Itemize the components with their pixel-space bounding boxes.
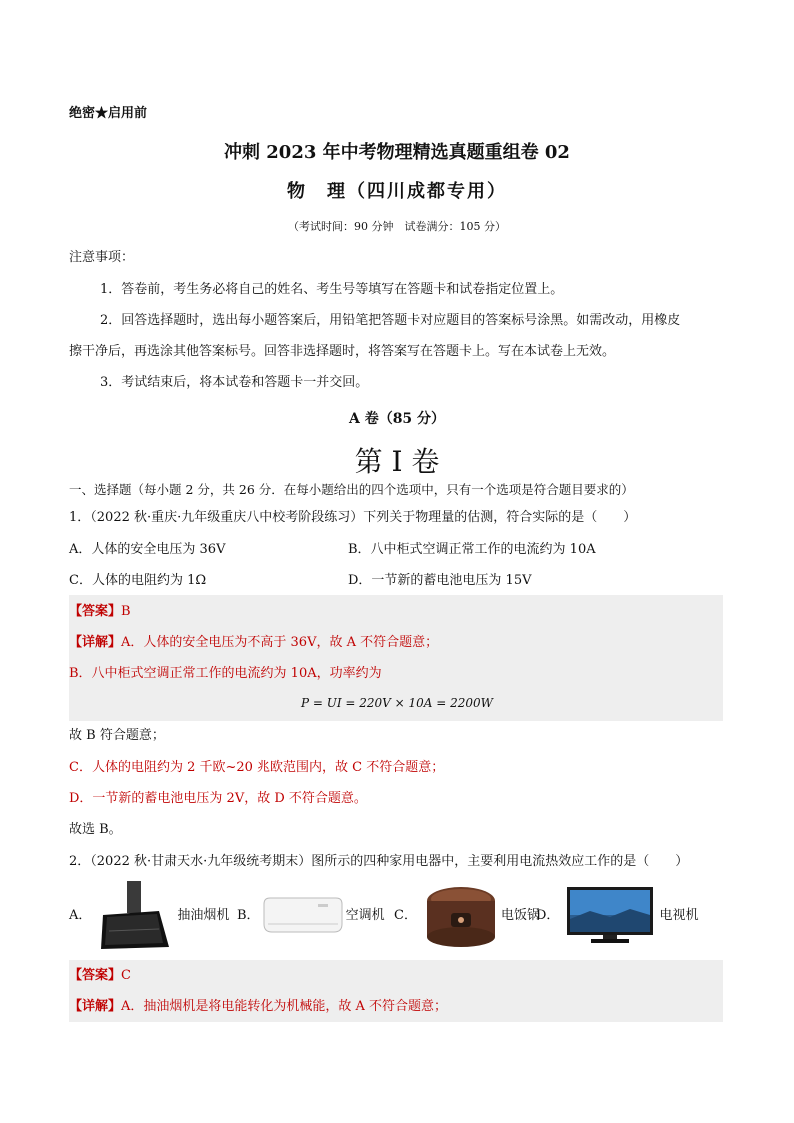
confidential-mark: 绝密★启用前: [69, 106, 148, 121]
q2-options-row: [69, 880, 729, 952]
q2-answer: C: [121, 968, 131, 983]
q2-stem: 2．（2022 秋·甘肃天水·九年级统考期末）图所示的四种家用电器中，主要利用电流热效应工作的是（ ）: [69, 854, 689, 869]
q1-detail-line-6: D．一节新的蓄电池电压为 2V，故 D 不符合题意。: [69, 791, 367, 806]
q1-detail-line-7: 故选 B。: [69, 822, 122, 837]
q1-option-b: B．八中柜式空调正常工作的电流约为 10A: [348, 542, 596, 557]
q2-option-c: [394, 880, 540, 952]
section-a-heading: A 卷（85 分）: [348, 411, 446, 427]
q1-option-d: D．一节新的蓄电池电压为 15V: [348, 573, 532, 588]
q2-option-d-letter: D．: [536, 908, 560, 923]
air-conditioner-image: [262, 896, 344, 936]
q1-answer: B: [121, 604, 131, 619]
exam-info: （考试时间：90 分钟 试卷满分：105 分）: [288, 220, 506, 233]
q1-option-a: A．人体的安全电压为 36V: [69, 542, 226, 557]
q1-answer-label: 【答案】: [69, 604, 122, 619]
q1-option-c: C．人体的电阻约为 1Ω: [69, 573, 207, 588]
q2-option-a-letter: A．: [69, 908, 92, 923]
q2-detail-label: 【详解】: [69, 999, 122, 1014]
q1-formula: P = UI = 220V × 10A = 2200W: [300, 696, 494, 710]
notice-item-1: 1．答卷前，考生务必将自己的姓名、考生号等填写在答题卡和试卷指定位置上。: [100, 282, 564, 297]
q2-detail-a: [69, 997, 447, 1017]
notice-heading: 注意事项：: [69, 250, 135, 265]
volume-heading: 第 I 卷: [354, 445, 440, 478]
q2-option-b: [237, 880, 385, 952]
q1-detail-line-5: C．人体的电阻约为 2 千欧~20 兆欧范围内，故 C 不符合题意；: [69, 760, 445, 775]
q2-answer-label: 【答案】: [69, 968, 122, 983]
q1-detail-a: [69, 633, 438, 653]
q2-option-a: [69, 880, 229, 952]
q1-stem: 1．（2022 秋·重庆·九年级重庆八中校考阶段练习）下列关于物理量的估测，符合实际的是（ ）: [69, 510, 637, 525]
q2-option-d-name: 电视机: [659, 908, 699, 923]
q2-option-d: [536, 880, 698, 952]
q2-option-a-name: 抽油烟机: [177, 908, 230, 923]
q1-answer-line: [69, 602, 131, 622]
q2-option-b-name: 空调机: [345, 908, 385, 923]
q1-detail-label: 【详解】: [69, 635, 122, 650]
part1-heading: 一、选择题（每小题 2 分，共 26 分．在每小题给出的四个选项中，只有一个选项是符合题目要求的）: [69, 482, 634, 497]
notice-item-3: 3．考试结束后，将本试卷和答题卡一并交回。: [100, 375, 369, 390]
q1-detail-line-4: 故 B 符合题意；: [69, 728, 165, 743]
range-hood-image: [97, 881, 175, 951]
notice-item-2: 2．回答选择题时，选出每小题答案后，用铅笔把答题卡对应题目的答案标号涂黑。如需改动，用橡皮: [100, 313, 681, 328]
paper-title: 冲刺 2023 年中考物理精选真题重组卷 02: [224, 142, 570, 163]
television-image: [565, 885, 655, 947]
q2-option-c-letter: C．: [394, 908, 417, 923]
rice-cooker-image: [423, 883, 499, 949]
notice-item-2-cont: 擦干净后，再选涂其他答案标号。回答非选择题时，将答案写在答题卡上。写在本试卷上无效。: [69, 344, 616, 359]
q2-option-b-letter: B．: [237, 908, 260, 923]
q2-option-c-name: 电饭锅: [500, 908, 540, 923]
q2-detail-line-1: A．抽油烟机是将电能转化为机械能，故 A 不符合题意；: [121, 999, 448, 1014]
paper-subject: 物 理（四川成都专用）: [287, 181, 507, 202]
q1-detail-line-2: B．八中柜式空调正常工作的电流约为 10A，功率约为: [69, 666, 382, 681]
q1-detail-line-1: A．人体的安全电压为不高于 36V，故 A 不符合题意；: [121, 635, 439, 650]
q2-answer-line: [69, 966, 131, 986]
